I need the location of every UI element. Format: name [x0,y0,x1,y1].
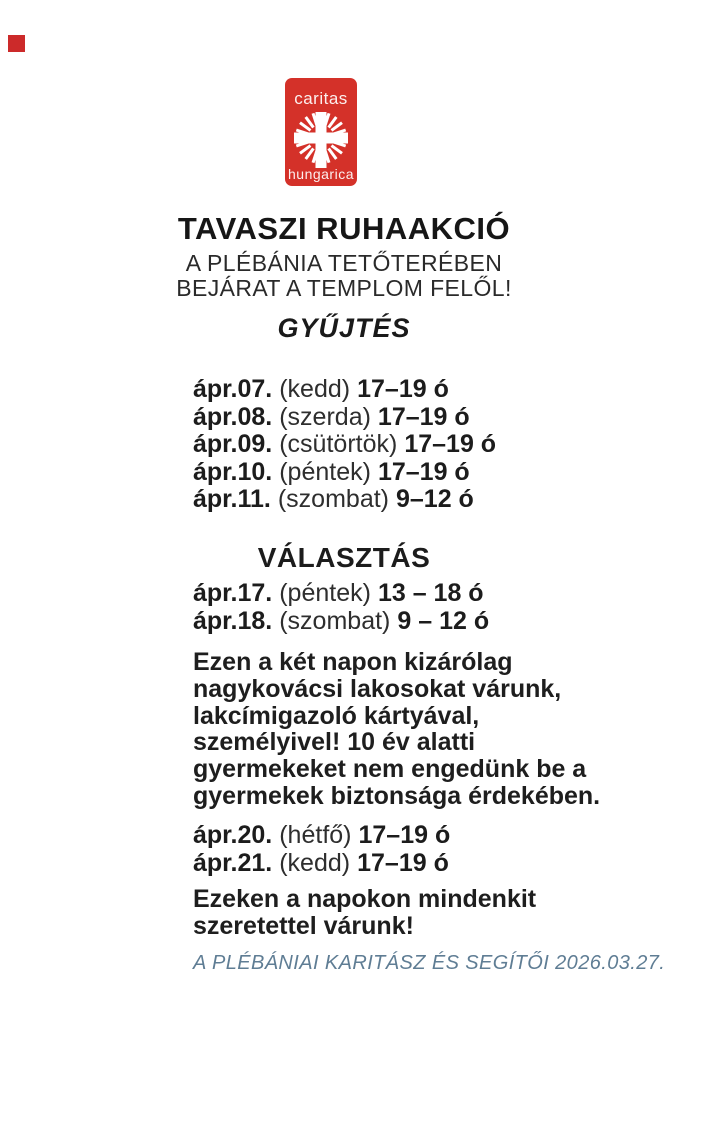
schedule-time: 17–19 ó [357,849,449,877]
signature-line: A PLÉBÁNIAI KARITÁSZ ÉS SEGÍTŐI 2026.03.27. [193,952,666,974]
schedule-date: ápr.11. [193,485,271,514]
schedule-day: (péntek) [279,457,371,486]
notice-line: személyivel! 10 év alatti [193,728,476,757]
closing-message [193,886,536,939]
hungarica-wordmark: hungarica [288,166,354,182]
notice-line: gyermekeket nem engedünk be a [193,755,587,784]
schedule-time: 9–12 ó [396,485,474,514]
subtitle-line-1: A PLÉBÁNIA TETŐTERÉBEN [185,250,503,276]
collection-heading: GYŰJTÉS [277,313,411,343]
subtitle-line-2: BEJÁRAT A TEMPLOM FELŐL! [176,274,512,301]
notice-line: nagykovácsi lakosokat várunk, [193,674,562,703]
schedule-time: 17–19 ó [404,430,497,459]
schedule-row [193,579,489,607]
schedule-date: ápr.17. [193,579,273,607]
schedule-time: 13 – 18 ó [377,579,484,607]
schedule-date: ápr.18. [193,607,273,635]
red-corner-mark [8,35,25,52]
schedule-time: 17–19 ó [358,821,451,849]
schedule-day: (szerda) [279,402,371,431]
closing-line: szeretettel várunk! [193,911,414,940]
selection-schedule [193,579,489,635]
flyer-header [14,212,674,343]
schedule-date: ápr.09. [193,430,273,459]
schedule-time: 17–19 ó [377,402,470,431]
caritas-logo [285,78,357,186]
caritas-wordmark: caritas [294,89,348,108]
schedule-day: (szombat) [279,607,391,635]
schedule-date: ápr.10. [193,457,273,486]
schedule-row [193,849,450,877]
page-title: TAVASZI RUHAAKCIÓ [177,211,511,246]
schedule-row [193,459,496,487]
schedule-day: (kedd) [279,375,351,403]
schedule-time: 17–19 ó [377,457,470,486]
schedule-row [193,404,496,432]
schedule-date: ápr.07. [193,375,273,403]
selection-heading: VÁLASZTÁS [257,542,431,573]
notice-line: lakcímigazoló kártyával, [193,701,480,730]
schedule-row [193,821,450,849]
schedule-date: ápr.08. [193,402,273,431]
caritas-logo-graphic [285,78,357,186]
schedule-day: (csütörtök) [279,430,398,459]
schedule-date: ápr.21. [193,849,273,877]
schedule-row [193,486,496,514]
schedule-day: (kedd) [279,849,351,877]
schedule-row [193,376,496,404]
notice-line: gyermekek biztonsága érdekében. [193,781,601,810]
notice-line: Ezen a két napon kizárólag [193,648,513,676]
schedule-row [193,431,496,459]
schedule-day: (péntek) [279,579,371,607]
schedule-time: 9 – 12 ó [397,607,490,635]
schedule-day: (hétfő) [279,821,352,849]
schedule-row [193,607,489,635]
residents-notice [193,649,600,810]
extra-days-schedule [193,821,450,877]
closing-line: Ezeken a napokon mindenkit [193,885,537,913]
schedule-day: (szombat) [277,485,389,514]
schedule-time: 17–19 ó [357,375,449,403]
schedule-date: ápr.20. [193,821,273,849]
collection-schedule [193,376,496,514]
